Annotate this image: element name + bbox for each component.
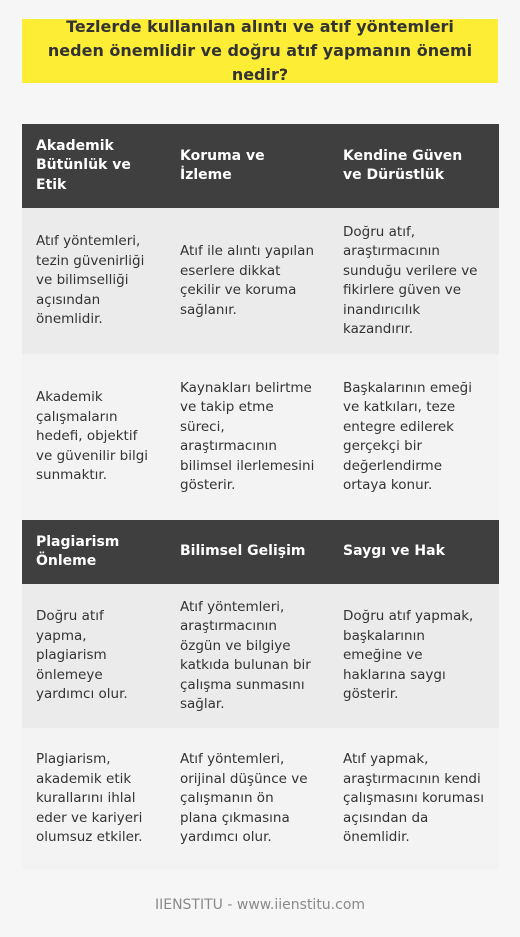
table-cell: Atıf yöntemleri, araştırmacının özgün ve bilgiye katkıda bulunan bir çalışma sunmasını sağlar. bbox=[166, 584, 329, 728]
title-banner bbox=[22, 19, 498, 83]
table-cell: Atıf yöntemleri, orijinal düşünce ve çalışmanın ön plana çıkmasına yardımcı olur. bbox=[166, 728, 329, 870]
table-cell: Atıf yöntemleri, tezin güvenirliği ve bilimselliği açısından önemlidir. bbox=[22, 208, 166, 354]
column-header: Kendine Güven ve Dürüstlük bbox=[329, 124, 499, 208]
column-header: Koruma ve İzleme bbox=[166, 124, 329, 208]
table-cell: Atıf yapmak, araştırmacının kendi çalışmasını koruması açısından da önemlidir. bbox=[329, 728, 499, 870]
page-title: Tezlerde kullanılan alıntı ve atıf yöntemleri neden önemlidir ve doğru atıf yapmanın önemi nedir? bbox=[47, 17, 473, 84]
table-cell: Akademik çalışmaların hedefi, objektif ve güvenilir bilgi sunmaktır. bbox=[22, 354, 166, 520]
table-cell: Plagiarism, akademik etik kurallarını ihlal eder ve kariyeri olumsuz etkiler. bbox=[22, 728, 166, 870]
table-cell: Doğru atıf yapma, plagiarism önlemeye yardımcı olur. bbox=[22, 584, 166, 728]
footer-credit: IIENSTITU - www.iienstitu.com bbox=[154, 897, 366, 913]
table-cell: Kaynakları belirtme ve takip etme süreci, araştırmacının bilimsel ilerlemesini gösterir. bbox=[166, 354, 329, 520]
table-cell: Doğru atıf yapmak, başkalarının emeğine ve haklarına saygı gösterir. bbox=[329, 584, 499, 728]
table-cell: Atıf ile alıntı yapılan eserlere dikkat çekilir ve koruma sağlanır. bbox=[166, 208, 329, 354]
column-header: Plagiarism Önleme bbox=[22, 520, 166, 584]
column-header: Bilimsel Gelişim bbox=[166, 520, 329, 584]
info-table bbox=[22, 124, 499, 870]
column-header: Akademik Bütünlük ve Etik bbox=[22, 124, 166, 208]
table-cell: Başkalarının emeği ve katkıları, teze entegre edilerek gerçekçi bir değerlendirme ortaya konur. bbox=[329, 354, 499, 520]
column-header: Saygı ve Hak bbox=[329, 520, 499, 584]
table-cell: Doğru atıf, araştırmacının sunduğu verilere ve fikirlere güven ve inandırıcılık kazandırır. bbox=[329, 208, 499, 354]
